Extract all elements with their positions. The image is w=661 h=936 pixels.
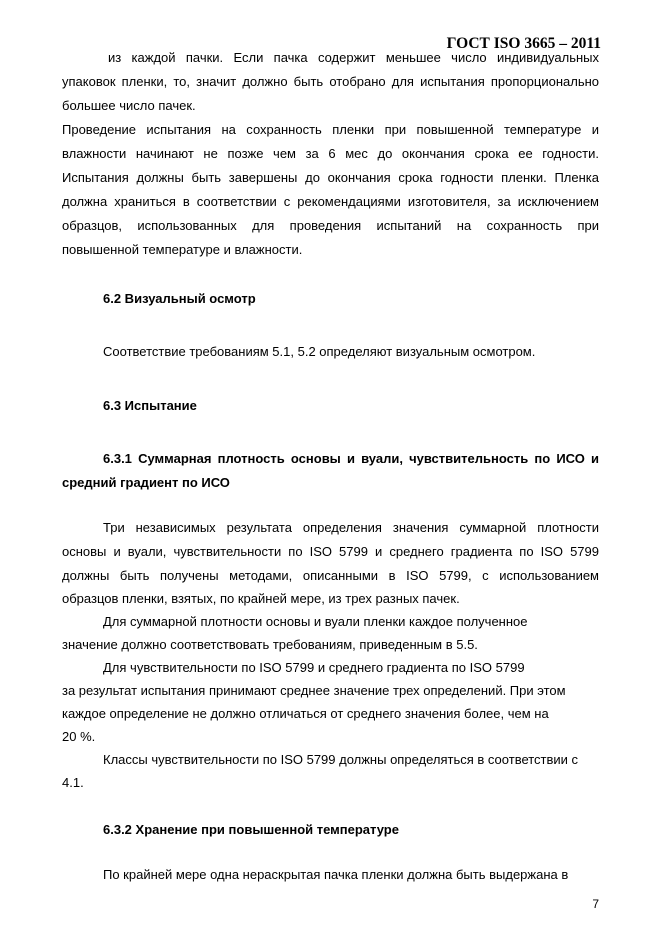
document-code-header: ГОСТ ISO 3665 – 2011: [446, 35, 601, 52]
text-line: По крайней мере одна нераскрытая пачка пленки должна быть выдержана в: [103, 867, 569, 882]
text-line: Три независимых результата определения значения суммарной плотности: [103, 520, 599, 535]
text-line: большее число пачек.: [62, 98, 196, 113]
text-line: Для суммарной плотности основы и вуали пленки каждое полученное: [103, 614, 528, 629]
text-line: за результат испытания принимают среднее значение трех определений. При этом: [62, 683, 566, 698]
text-line: упаковок пленки, то, значит должно быть отобрано для испытания пропорционально: [62, 74, 599, 89]
text-line: Испытания должны быть завершены до окончания срока годности пленки. Пленка: [62, 170, 599, 185]
subsection-heading: средний градиент по ИСО: [62, 475, 230, 490]
text-line: Для чувствительности по ISO 5799 и среднего градиента по ISO 5799: [103, 660, 525, 675]
text-line: должны быть получены методами, описанными в ISO 5799, с использованием: [62, 568, 599, 583]
section-heading: 6.2 Визуальный осмотр: [103, 291, 256, 306]
subsection-heading: 6.3.2 Хранение при повышенной температуре: [103, 822, 399, 837]
text-line: значение должно соответствовать требованиям, приведенным в 5.5.: [62, 637, 478, 652]
text-line: Соответствие требованиям 5.1, 5.2 определяют визуальным осмотром.: [103, 344, 536, 359]
text-line: основы и вуали, чувствительности по ISO 5799 и среднего градиента по ISO 5799: [62, 544, 599, 559]
text-line: повышенной температуре и влажности.: [62, 242, 303, 257]
page-number: 7: [592, 897, 599, 911]
text-line: Проведение испытания на сохранность пленки при повышенной температуре и: [62, 122, 599, 137]
section-heading: 6.3 Испытание: [103, 398, 197, 413]
text-line: из каждой пачки. Если пачка содержит меньшее число индивидуальных: [108, 50, 599, 65]
subsection-heading: 6.3.1 Суммарная плотность основы и вуали, чувствительность по ИСО и: [103, 451, 599, 466]
text-line: Классы чувствительности по ISO 5799 должны определяться в соответствии с: [103, 752, 579, 767]
text-line: должна храниться в соответствии с рекомендациями изготовителя, за исключением: [62, 194, 599, 209]
text-line: влажности начинают не позже чем за 6 мес до окончания срока ее годности.: [62, 146, 599, 161]
text-line: 20 %.: [62, 729, 96, 744]
text-line: 4.1.: [62, 775, 84, 790]
text-line: образцов пленки, взятых, по крайней мере, из трех разных пачек.: [62, 591, 460, 606]
text-line: каждое определение не должно отличаться от среднего значения более, чем на: [62, 706, 549, 721]
text-line: образцов, использованных для проведения испытаний на сохранность при: [62, 218, 599, 233]
